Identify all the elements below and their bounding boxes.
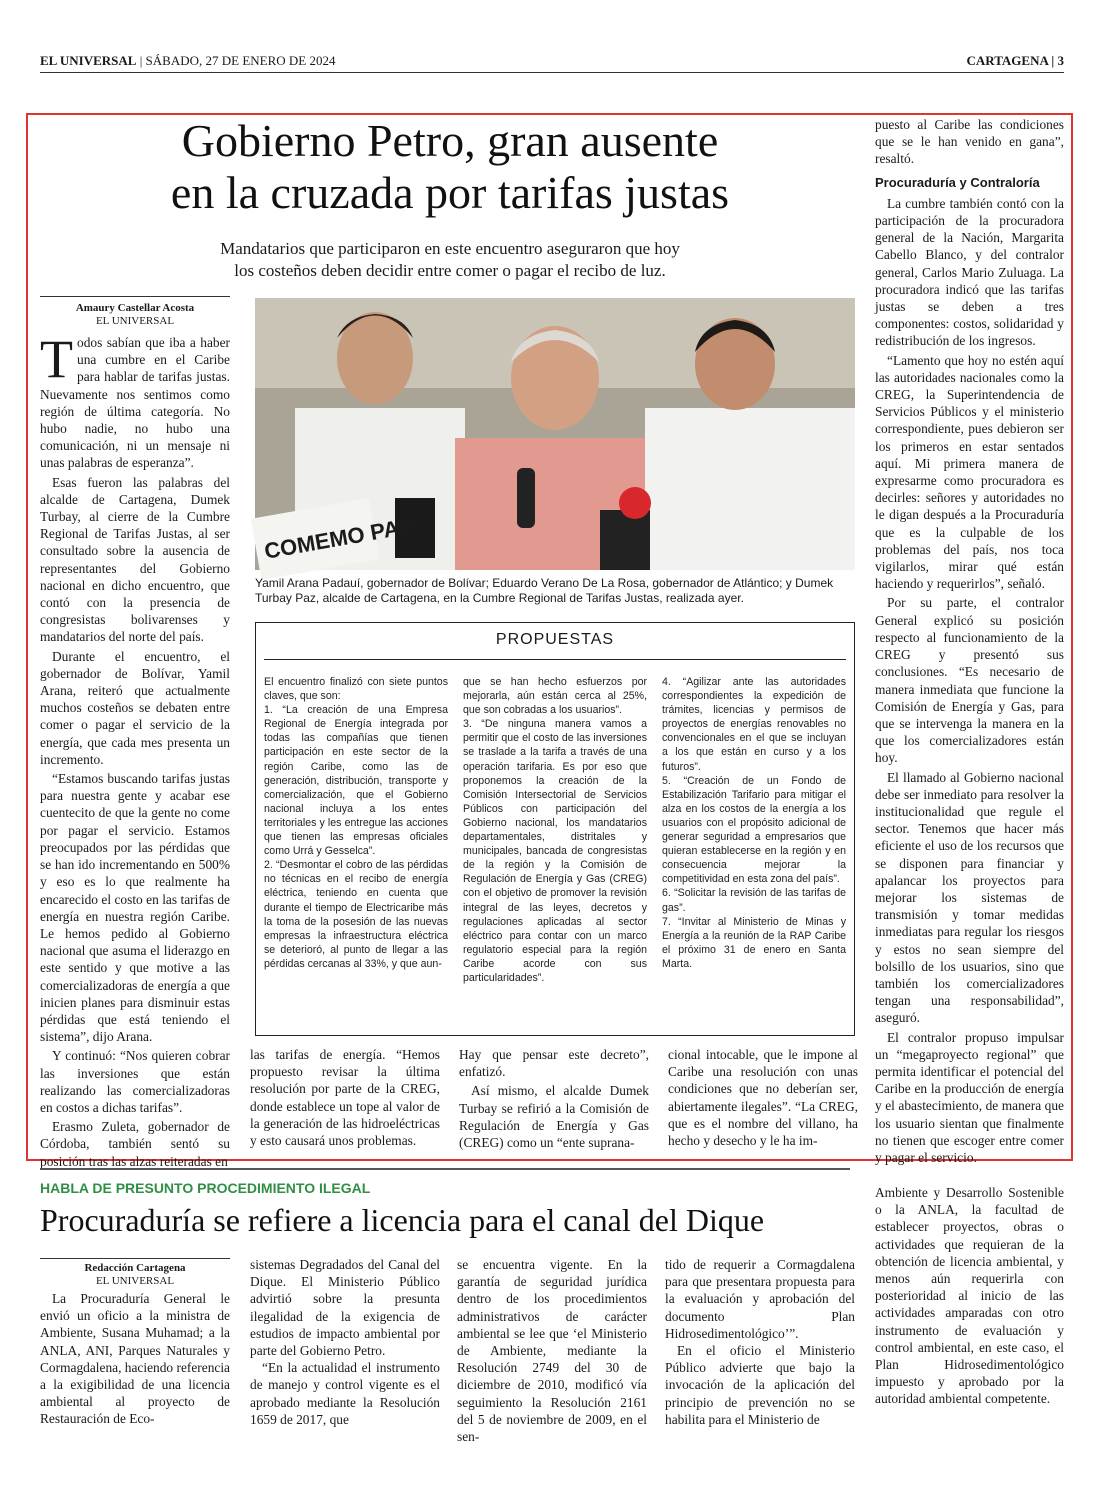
article-column-1: [40, 329, 230, 1169]
deck-line-2: los costeños deben decidir entre comer o pagar el recibo de luz.: [234, 261, 666, 280]
article2-kicker: HABLA DE PRESUNTO PROCEDIMIENTO ILEGAL: [40, 1180, 371, 1196]
paragraph: “Estamos buscando tarifas justas para nuestra gente y acabar ese cuentecito de que la gente no come por pagar el servicio. Estamos preocupados por las pérdidas que se han ido incrementando en 500% y eso es lo que realmente ha encarecido el costo en las tarifas de energía en nuestra región Caribe. Le hemos pedido al Gobierno nacional que asuma el liderazgo en este sentido y que motive a las comercializadoras de energía a que inicien planes para disminuir estas pérdidas que está teniendo el sistema”, dijo Arana.: [40, 771, 230, 1045]
paragraph: “En la actualidad el instrumento de manejo y control vigente es el aprobado mediante la Resolución 1659 de 2017, que: [250, 1360, 440, 1427]
drop-cap: T: [40, 329, 73, 389]
paragraph: cional intocable, que le impone al Caribe una resolución con unas condiciones que no deberían ser, abiertamente ilegales”. “La CREG, que es el nombre del villano, ha hecho y desecho y le ha im-: [668, 1047, 858, 1149]
photo-illustration: [255, 298, 855, 570]
paragraph: “Lamento que hoy no estén aquí las autoridades nacionales como la CREG, la Superintendencia de Servicios Públicos y el ministerio correspondiente, pues debieron ser los primeros en estar sentados aquí. Mi primera manera de expresarme como procuradora es decirles: señores y autoridades no le digan después a la Procuraduría que es la culpable de los problemas del país, nos toca vigilarlos, mirar qué están haciendo y requerirlos”, señaló.: [875, 352, 1064, 592]
proposal-item: 4. “Agilizar ante las autoridades correspondientes la expedición de trámites, licencias y permisos de proyectos de energías renovables no convencionales en el que se incluyan a los que están en curso y a los futuros”.: [662, 676, 846, 773]
paragraph: sistemas Degradados del Canal del Dique. El Ministerio Público advirtió sobre la presunta ilegalidad de la exigencia de estudios de impacto ambiental por parte del Gobierno Petro.: [250, 1257, 440, 1359]
article2-column-2: [250, 1256, 440, 1432]
paragraph: Erasmo Zuleta, gobernador de Córdoba, también sentó su posición tras las alzas reiteradas en: [40, 1119, 230, 1169]
subheading: Procuraduría y Contraloría: [875, 174, 1040, 190]
paragraph: Así mismo, el alcalde Dumek Turbay se refirió a la Comisión de Regulación de Energía y Gas (CREG) como un “ente suprana-: [459, 1083, 649, 1151]
byline: [40, 302, 230, 328]
paragraph: tido de requerir a Cormagdalena para que presentara propuesta para la evaluación y aprobación del documento Plan Hidrosedimentológico’”.: [665, 1257, 855, 1341]
article2-column-3: [457, 1256, 647, 1445]
headline-line-1: Gobierno Petro, gran ausente: [181, 115, 719, 166]
headline-line-2: en la cruzada por tarifas justas: [170, 167, 730, 218]
deck-line-1: Mandatarios que participaron en este encuentro aseguraron que hoy: [220, 239, 680, 258]
byline-rule: [40, 296, 230, 297]
proposal-item: 1. “La creación de una Empresa Regional de Energía integrada por todas las compañías que tienen participación en este sector de la región Caribe, como las de generación, distribución, transporte y comercialización, que el Gobierno nacional incluya a los entes territoriales y les entregue las acciones que tienen las empresas oficiales como Urrá y Gesselca”.: [264, 704, 448, 858]
article2-headline: Procuraduría se refiere a licencia para el canal del Dique: [40, 1202, 765, 1238]
propuestas-title: PROPUESTAS: [495, 631, 615, 648]
paragraph: se encuentra vigente. En la garantía de seguridad jurídica dentro de los procedimientos administrativos de carácter ambiental se lee que ‘el Ministerio de Ambiente, mediante la Resolución 2749 del 30 de diciembre de 2010, modificó vía seguimiento la Resolución 2161 del 5 de noviembre de 2009, en el sen-: [457, 1257, 647, 1445]
paragraph: las tarifas de energía. “Hemos propuesto revisar la última resolución por parte de la CREG, donde establece un tope al valor de la generación de las hidroeléctricas y esto causará unos problemas.: [250, 1047, 440, 1149]
article2-column-5: [875, 1184, 1064, 1434]
issue-date: | SÁBADO, 27 DE ENERO DE 2024: [139, 53, 336, 68]
paragraph: odos sabían que iba a haber una cumbre en el Caribe para hablar de tarifas justas. Nuevamente nos sentimos como región de última categoría. No hubo nadie, no hubo una comunicación, ni un mensaje ni unas palabras de esperanza”.: [40, 335, 230, 471]
page-number: 3: [1057, 53, 1064, 68]
byline-outlet: EL UNIVERSAL: [95, 315, 175, 327]
article2-column-1: [40, 1290, 230, 1430]
propuestas-column-1: [264, 675, 448, 971]
paragraph: Por su parte, el contralor General explicó su posición respecto al funcionamiento de la CREG y presentó sus conclusiones. “Es necesario de manera inmediata que funcione la Comisión de Energía y Gas, para que se intervenga la manera en la que los comercializadores están hoy.: [875, 595, 1064, 766]
paragraph: La Procuraduría General le envió un oficio a la ministra de Ambiente, Susana Muhamad; a la ANLA, ANI, Parques Naturales y Cormagdalena, haciendo referencia a la exigibilidad de una licencia ambiental al proyecto de Restauración de Eco-: [40, 1291, 230, 1427]
article-headline: [40, 115, 860, 219]
article-column-4: [668, 1046, 858, 1156]
article2-byline: [40, 1262, 230, 1288]
proposal-item: 3. “De ninguna manera vamos a permitir que el costo de las inversiones se traslade a la tarifa a través de una operación tarifaria. Es por eso que proponemos la creación de la Comisión Intersectorial de Servicios Públicos con participación del Gobierno nacional, los mandatarios departamentales, distritales y municipales, bancada de congresistas de la región y la Comisión de Regulación de Energía y Gas (CREG) con el objetivo de promover la revisión integral de las leyes, decretos y regulaciones aplicadas al sector eléctrico para contar con un marco regulatorio especial para la región Caribe acorde con sus particularidades”.: [463, 718, 647, 984]
article-column-3: [459, 1046, 649, 1156]
article-separator: [40, 1168, 850, 1170]
article-column-right: [875, 116, 1064, 1165]
paragraph: Y continuó: “Nos quieren cobrar las inversiones que están realizando las comercializadoras en costos a dichas tarifas”.: [40, 1048, 230, 1115]
byline-outlet: EL UNIVERSAL: [95, 1275, 175, 1287]
paragraph: El contralor propuso impulsar un “megaproyecto regional” que permita identificar el potencial del Caribe en la producción de energía y el abastecimiento, de manera que los usuario sientan que finalmente no tienen que escoger entre comer y pagar el servicio.: [875, 1029, 1064, 1165]
page-header: [40, 50, 1064, 73]
article-deck: [140, 238, 760, 282]
byline-author: Amaury Castellar Acosta: [75, 302, 195, 314]
paragraph: Durante el encuentro, el gobernador de Bolívar, Yamil Arana, reiteró que actualmente muchos costeños se debaten entre comer o pagar el servicio de la energía, que cada mes presenta un incremento.: [40, 648, 230, 767]
proposal-text: El encuentro finalizó con siete puntos claves, que son:: [264, 676, 448, 703]
article2-column-4: [665, 1256, 855, 1432]
paragraph: Esas fueron las palabras del alcalde de Cartagena, Dumek Turbay, al cierre de la Cumbre Regional de Tarifas Justas, al ser consultado sobre la ausencia de representantes del Gobierno nacional en dicho encuentro, que contó con la presencia de congresistas bolivarenses y mandatarios del norte del país.: [40, 474, 230, 645]
paragraph: El llamado al Gobierno nacional debe ser inmediato para resolver la institucionalidad que regule el sector. Tenemos que hacer más eficiente el uso de los recursos que se disponen para financiar y apalancar los proyectos para mejorar los sistemas de transmisión y tomar medidas inmediatas para regular los riesgos y estos no sean siempre del bolsillo de los usuarios, sino que también los comercializadores tengan una responsabilidad”, aseguró.: [875, 769, 1064, 1026]
newspaper-name: EL UNIVERSAL: [40, 53, 137, 68]
propuestas-box: [255, 622, 855, 1036]
proposal-item: 2. “Desmontar el cobro de las pérdidas no técnicas en el recibo de energía eléctrica, teniendo en cuenta que durante el tiempo de Electricaribe más la toma de la posesión de las nuevas empresas la infraestructura eléctrica se deterioró, al punto de llegar a las pérdidas cercanas al 33%, y que aun-: [264, 859, 448, 970]
paragraph: Ambiente y Desarrollo Sostenible o la ANLA, la facultad de establecer proyectos, obras o actividades que requieran de la obtención de licencia ambiental, y menos aún requerirla con posterioridad al inicio de las actividades amparadas con otro instrumento de evaluación y control ambiental, en este caso, el Plan Hidrosedimentológico impuesto y aprobado por la autoridad ambiental competente.: [875, 1185, 1064, 1407]
paragraph: La cumbre también contó con la participación de la procuradora general de la Nación, Margarita Cabello Blanco, y del contralor general, Carlos Mario Zuluaga. La procuradora indicó que las tarifas justas se deben a tres componentes: costos, solidaridad y redistribución de los ingresos.: [875, 195, 1064, 349]
propuestas-rule: [264, 659, 846, 660]
propuestas-column-2: [463, 675, 647, 985]
photo-caption: Yamil Arana Padauí, gobernador de Bolívar; Eduardo Verano De La Rosa, gobernador de Atlántico; y Dumek Turbay Paz, alcalde de Cartagena, en la Cumbre Regional de Tarifas Justas, realizada ayer.: [255, 576, 834, 605]
proposal-item: que se han hecho esfuerzos por mejorarla, aún están cerca al 25%, que son cobradas a los usuarios”.: [463, 676, 647, 717]
propuestas-column-3: [662, 675, 846, 971]
protest-sign-text: COMEMO PAG: [262, 512, 419, 564]
article-photo: [255, 298, 855, 570]
paragraph: En el oficio el Ministerio Público advierte que bajo la invocación de la aplicación del principio de prevención no se habilita para el Ministerio de: [665, 1343, 855, 1427]
proposal-item: 7. “Invitar al Ministerio de Minas y Energía a la reunión de la RAP Caribe el próximo 31 de enero en Santa Marta.: [662, 915, 846, 970]
paragraph: puesto al Caribe las condiciones que se le han venido en gana”, resaltó.: [875, 117, 1064, 167]
proposal-item: 5. “Creación de un Fondo de Estabilización Tarifario para mitigar el alza en los costos de la energía a los usuarios con el propósito adicional de generar seguridad a empresarios que quieran establecerse en la región y en consecuencia mejorar la competitividad en esta zona del país”.: [662, 774, 846, 886]
section-name: CARTAGENA |: [966, 53, 1055, 68]
byline-rule: [40, 1258, 230, 1259]
byline-author: Redacción Cartagena: [84, 1262, 186, 1274]
paragraph: Hay que pensar este decreto”, enfatizó.: [459, 1047, 649, 1080]
article-column-2: [250, 1046, 440, 1156]
proposal-item: 6. “Solicitar la revisión de las tarifas de gas”.: [662, 887, 846, 914]
